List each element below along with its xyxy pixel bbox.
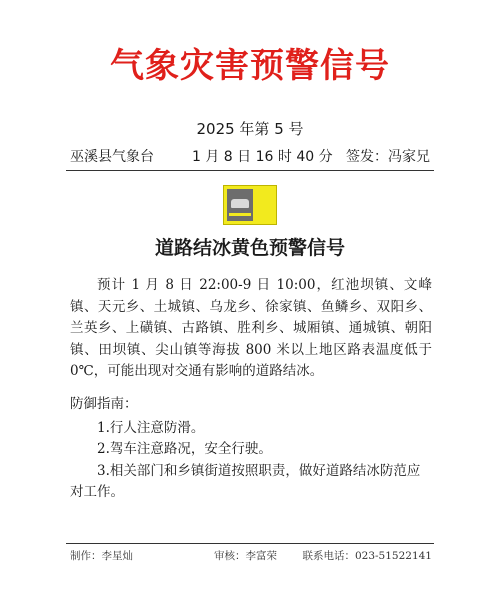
defense-guide (70, 394, 432, 504)
issuing-office: 巫溪县气象台 (70, 149, 154, 165)
issue-meta-row (70, 146, 430, 168)
guide-item: 3.相关部门和乡镇街道按照职责，做好道路结冰防范应对工作。 (70, 462, 421, 500)
header-divider (66, 170, 434, 171)
signer: 签发：冯家兄 (346, 149, 430, 165)
signal-badge-lettering (255, 189, 273, 221)
maker: 制作：李星灿 (70, 550, 133, 562)
car-skid-icon (227, 189, 253, 221)
signal-title: 道路结冰黄色预警信号 (154, 237, 345, 259)
warning-content (70, 275, 432, 383)
footer-divider (66, 543, 434, 544)
ice-road-icon (229, 213, 251, 216)
guide-item: 1.行人注意防滑。 (97, 419, 205, 436)
guide-list (70, 418, 432, 504)
issue-number: 2025 年第 5 号 (196, 120, 304, 138)
footer (66, 548, 434, 564)
guide-title: 防御指南： (70, 396, 138, 412)
guide-item: 2.驾车注意路况，安全行驶。 (97, 441, 272, 457)
contact-phone: 联系电话：023-51522141 (302, 550, 432, 562)
warning-paragraph: 预计 1 月 8 日 22:00-9 日 10:00，红池坝镇、文峰镇、天元乡、土城镇、乌龙乡、徐家镇、鱼鳞乡、双阳乡、兰英乡、上磺镇、古路镇、胜利乡、城厢镇、通城镇、朝阳镇、田坝镇、尖山镇等海拔 800 米以上地区路表温度低于 0℃，可能出现对交通有影响的道路结冰。 (70, 277, 432, 379)
road-icing-yellow-signal-icon (223, 185, 277, 225)
document-title: 气象灾害预警信号 (110, 46, 390, 86)
issue-time: 1 月 8 日 16 时 40 分 (192, 149, 333, 165)
car-icon (231, 199, 249, 208)
reviewer: 审核：李富荣 (214, 550, 277, 562)
